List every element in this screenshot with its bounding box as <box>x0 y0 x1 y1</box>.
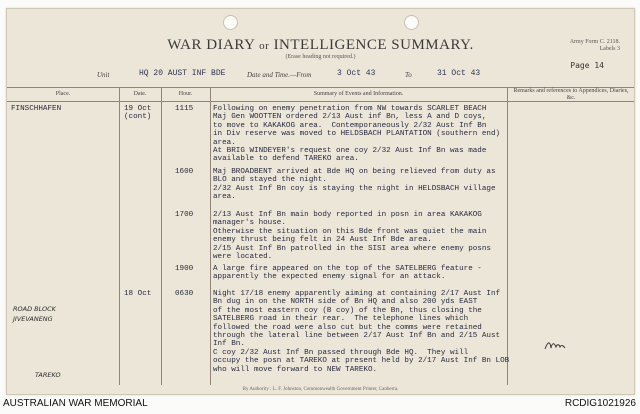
entry-text: A large fire appeared on the top of the SATELBERG feature - apparently the expected enemy signal for an attack. <box>213 265 482 282</box>
unit-label: Unit <box>97 71 110 79</box>
subtitle: (Erase heading not required.) <box>285 54 356 60</box>
signature-mark <box>544 339 566 353</box>
margin-note: TAREKO <box>35 371 61 379</box>
punch-hole <box>223 15 238 30</box>
diary-table <box>7 87 634 385</box>
margin-note: ROAD BLOCK <box>13 305 56 313</box>
entry-text: Night 17/18 enemy apparently aiming at containing 2/17 Aust Inf Bn dug in on the NORTH side of Bn HQ and also 200 yds EAST of the most eastern coy (B coy) of the Bn, thus closing the SATELBERG road in their rear. The telephone lines which followed the road were also cut but the comms were retained through the lateral line between 2/17 Aust Inf Bn and 2/15 Aust Inf Bn. C coy 2/32 Aust Inf Bn passed through Bde HQ. They will occupy the posn at TAREKO at present held by 2/17 Aust Inf Bn LOB who will move forward to NEW TAREKO. <box>213 290 510 374</box>
date-to: 31 Oct 43 <box>437 69 481 78</box>
page-number: Page 14 <box>570 61 604 70</box>
date-to-label: To <box>405 71 412 79</box>
entry-text: Maj BROADBENT arrived at Bde HQ on being relieved from duty as BLO and stayed the night. 2/32 Aust Inf Bn coy is staying the night in HELDSBACH village area. <box>213 168 496 202</box>
entry-hour: 1115 <box>175 105 194 113</box>
col-header-place: Place. <box>55 91 71 97</box>
diary-page <box>6 8 635 395</box>
form-number <box>570 39 620 53</box>
column-divider <box>161 87 162 385</box>
archive-id: RCDIG1021926 <box>564 398 636 409</box>
title-or: or <box>259 40 270 52</box>
entry-text: Following on enemy penetration from NW towards SCARLET BEACH Maj Gen WOOTTEN ordered 2/13 Aust inf Bn, less A and D coys, to move to KAKAKOG area. Contemporaneously 2/32 Aust Inf Bn in Div reserve was moved to HELDSBACH PLANTATION (southern end) area. At BRIG WINDEYER's request one coy 2/32 Aust Inf Bn was made available to defend TAREKO area. <box>213 105 501 164</box>
date-from: 3 Oct 43 <box>337 69 376 78</box>
unit-value: HQ 20 AUST INF BDE <box>139 69 226 78</box>
punch-hole <box>404 15 419 30</box>
form-sub-text: Labels 3 <box>599 46 620 52</box>
entry-hour: 1600 <box>175 168 194 176</box>
column-divider <box>210 87 211 385</box>
form-number-text: Army Form C. 2118. <box>569 39 620 45</box>
col-header-remarks: Remarks and references to Appendices, Diaries, &c. <box>513 88 629 101</box>
margin-note: JIVEVANENG <box>13 315 53 323</box>
archive-caption: AUSTRALIAN WAR MEMORIAL <box>3 398 148 409</box>
entry-hour: 1700 <box>175 211 194 219</box>
title-intelligence-summary: INTELLIGENCE SUMMARY. <box>273 37 474 53</box>
col-header-summary: Summary of Events and Information. <box>313 91 404 97</box>
entry-date: 18 Oct <box>124 290 152 298</box>
entry-hour: 0630 <box>175 290 194 298</box>
col-header-hour: Hour. <box>178 91 193 97</box>
date-range-label: Date and Time.—From <box>247 71 312 79</box>
entry-hour: 1900 <box>175 265 194 273</box>
page-title <box>7 37 634 54</box>
entry-text: 2/13 Aust Inf Bn main body reported in posn in area KAKAKOG manager's house. Otherwise the situation on this Bde front was quiet the main enemy thrust being felt in 24 Aust Inf Bde area. 2/15 Aust Inf Bn patrolled in the SISI area where enemy posns were located. <box>213 211 491 262</box>
entry-date: 19 Oct (cont) <box>124 105 152 122</box>
printer-footer: By Authority : L. F. Johnston, Commonwealth Government Printer, Canberra. <box>242 387 399 392</box>
column-divider <box>119 87 120 385</box>
entry-place: FINSCHHAFEN <box>11 105 62 113</box>
title-war-diary: WAR DIARY <box>167 37 255 53</box>
col-header-date: Date. <box>133 91 147 97</box>
